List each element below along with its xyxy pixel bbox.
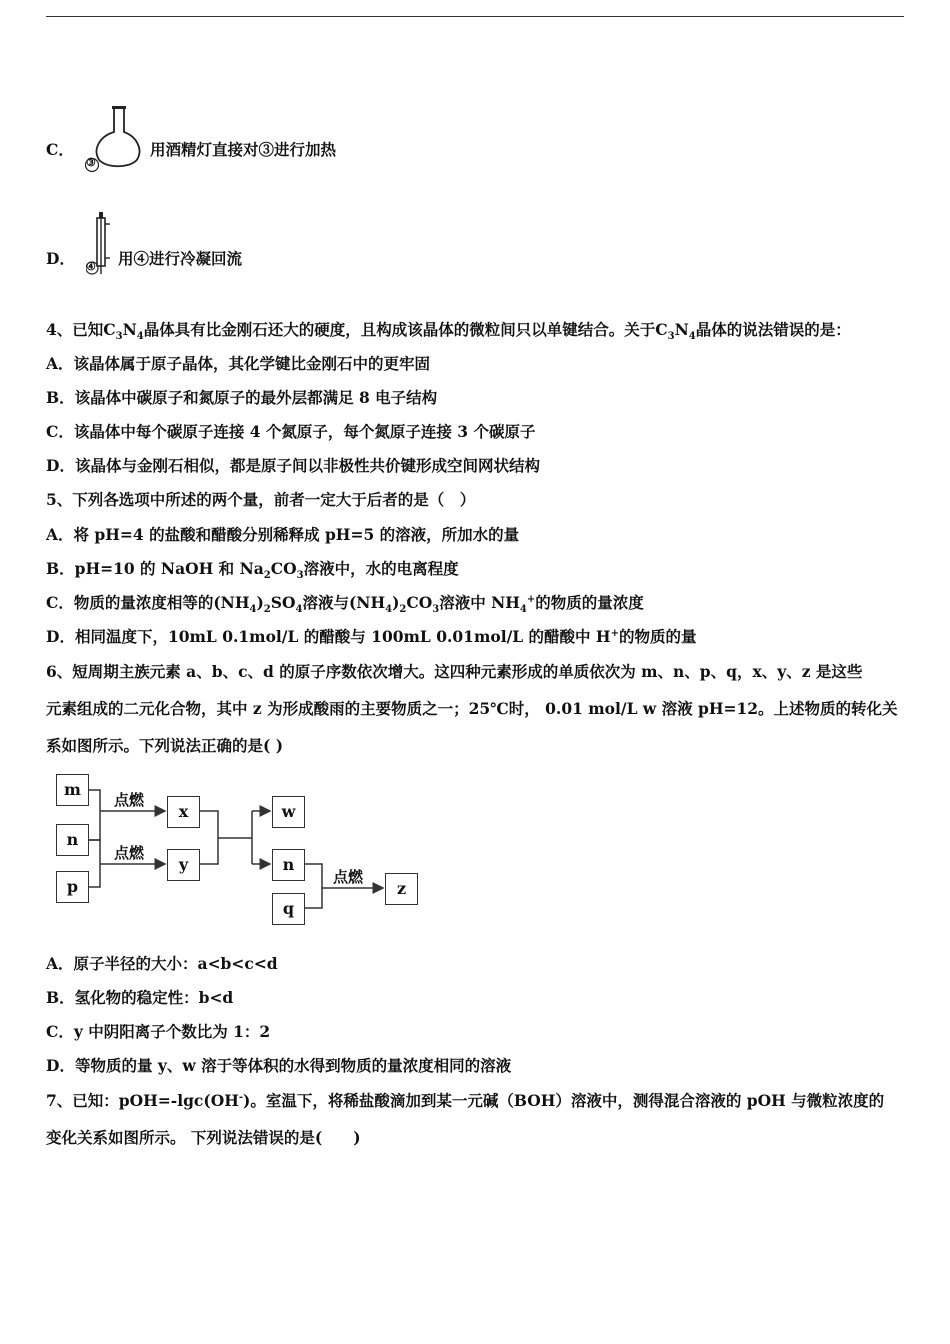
q4-option-a: A．该晶体属于原子晶体，其化学键比金刚石中的更牢固 [46,354,431,373]
node-y: y [167,849,200,881]
condenser-figure [86,210,116,280]
ignite-label-3: 点燃 [333,868,364,886]
q7-stem-line1: 7、已知：pOH=-lgc(OH-)。室温下，将稀盐酸滴加到某一元碱（BOH）溶液中，测得混合溶液的 pOH 与微粒浓度的 [46,1091,885,1110]
node-z: z [385,873,418,905]
node-n-product: n [272,849,305,881]
q5-stem: 5、下列各选项中所述的两个量，前者一定大于后者的是（ ） [46,490,476,509]
reaction-diagram [46,770,426,930]
ignite-label-2: 点燃 [114,844,145,862]
q5-option-b: B．pH=10 的 NaOH 和 $Na_2CO_3$溶液中，水的电离程度 [46,559,459,582]
q4-stem: 4、已知$C_3N_4$晶体具有比金刚石还大的硬度，且构成该晶体的微粒间只以单键结合。关于$C_3N_4$晶体的说法错误的是： [46,320,851,343]
flask-figure [84,104,144,176]
node-m: m [56,774,89,806]
ignite-label-1: 点燃 [114,791,145,809]
q6-option-c: C．y 中阴阳离子个数比为 1：2 [46,1022,271,1041]
q5-option-a: A．将 pH=4 的盐酸和醋酸分别稀释成 pH=5 的溶液，所加水的量 [46,525,520,544]
q6-option-b: B．氢化物的稳定性：b<d [46,988,234,1007]
q6-option-d: D．等物质的量 y、w 溶于等体积的水得到物质的量浓度相同的溶液 [46,1056,512,1075]
q4-option-b: B．该晶体中碳原子和氮原子的最外层都满足 8 电子结构 [46,388,438,407]
option-c-label: C． [46,140,74,159]
q5-option-c: C．物质的量浓度相等的$(NH_4)_2SO_4$溶液与$(NH_4)_2CO_3$溶液中 $NH_4^+$的物质的量浓度 [46,593,644,616]
q7-stem-line2: 变化关系如图所示。 下列说法错误的是( ) [46,1128,361,1147]
q6-option-a: A．原子半径的大小：a<b<c<d [46,954,278,973]
q4-option-d: D．该晶体与金刚石相似，都是原子间以非极性共价键形成空间网状结构 [46,456,540,475]
node-p: p [56,871,89,903]
node-n: n [56,824,89,856]
q4-option-c: C．该晶体中每个碳原子连接 4 个氮原子，每个氮原子连接 3 个碳原子 [46,422,536,441]
option-c-text: 用酒精灯直接对③进行加热 [150,140,337,159]
node-w: w [272,796,305,828]
q6-stem-line1: 6、短周期主族元素 a、b、c、d 的原子序数依次增大。这四种元素形成的单质依次为 m、n、p、q，x、y、z 是这些 [46,662,863,681]
option-d-text: 用④进行冷凝回流 [118,249,243,268]
q6-stem-line3: 系如图所示。下列说法正确的是( ) [46,736,284,755]
node-q: q [272,893,305,925]
node-x: x [167,796,200,828]
q5-option-d: D．相同温度下，10mL 0.1mol/L 的醋酸与 100mL 0.01mol/L 的醋酸中 H+的物质的量 [46,627,697,646]
flask-marker: ③ [86,156,96,169]
header-rule [46,16,904,17]
q6-stem-line2: 元素组成的二元化合物，其中 z 为形成酸雨的主要物质之一；25℃时， 0.01 mol/L w 溶液 pH=12。上述物质的转化关 [46,699,898,718]
condenser-marker: ④ [86,260,96,273]
option-d-label: D． [46,249,75,268]
